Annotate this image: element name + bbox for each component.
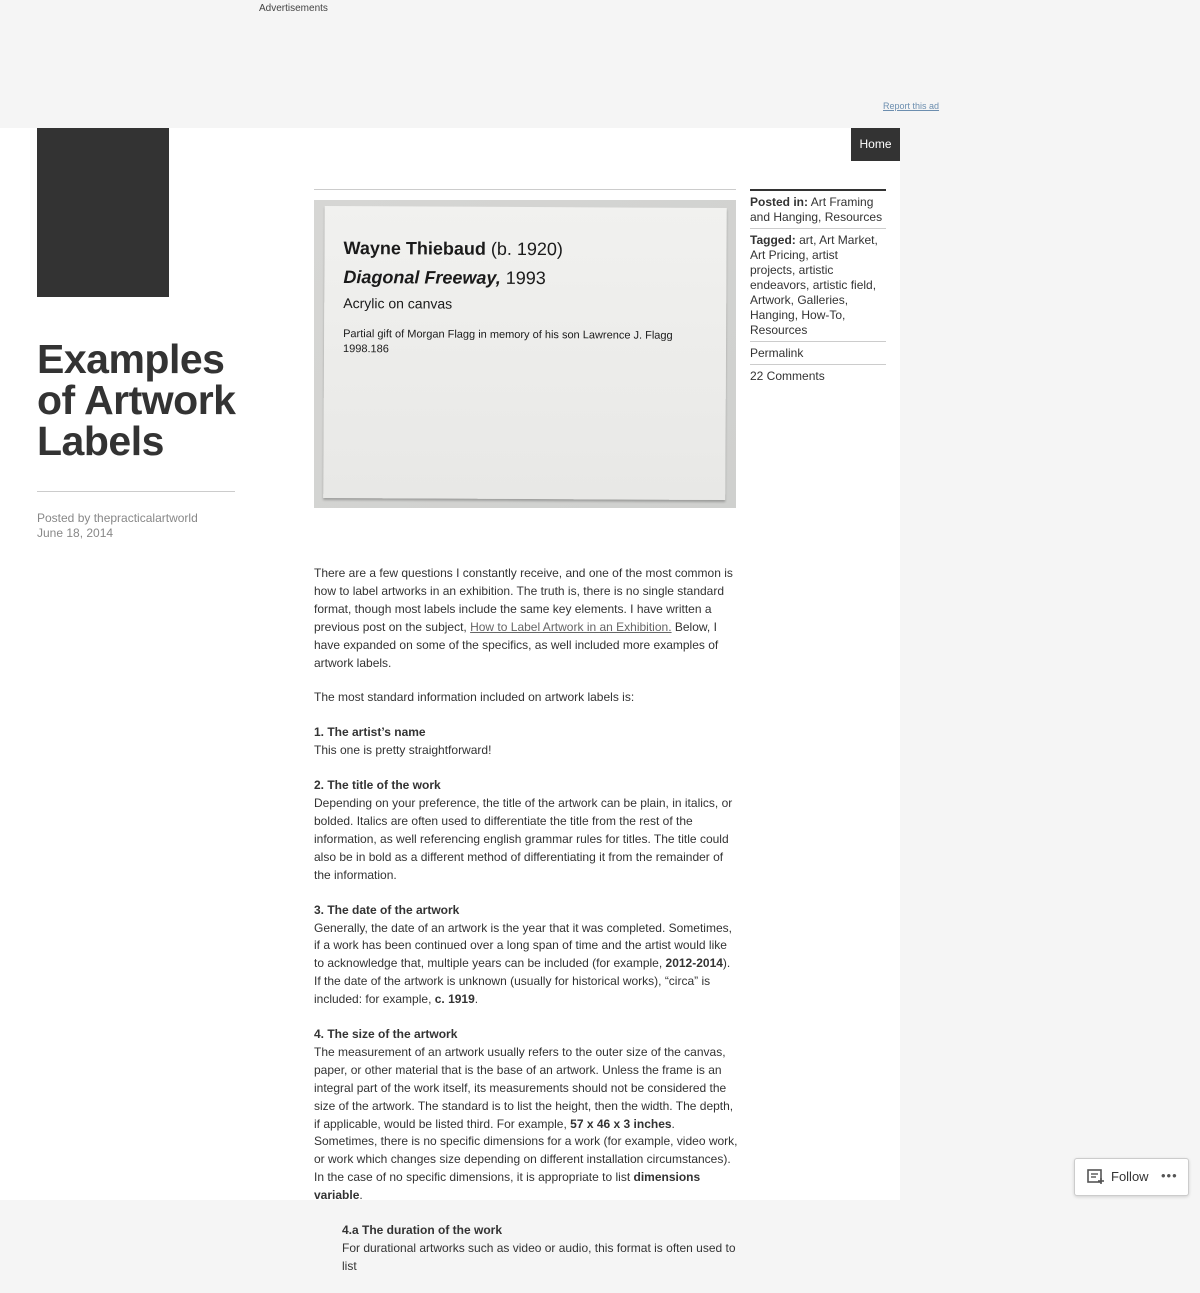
section-4: [314, 1026, 739, 1205]
section-3-bold-b: c. 1919: [434, 992, 475, 1007]
nav-home-link[interactable]: Home: [851, 128, 900, 161]
intro-text-b: Below, I have expanded on some of the specifics, as well included more examples of artwork labels.: [314, 619, 719, 670]
right-gutter: [900, 128, 1200, 1200]
card-artist: [343, 238, 563, 260]
section-4a: [314, 1222, 739, 1276]
title-divider: [37, 491, 235, 492]
artwork-label-card: [323, 206, 727, 500]
section-1-text: This one is pretty straightforward!: [314, 743, 492, 758]
tag-list[interactable]: art, Art Market, Art Pricing, artist projects, artistic endeavors, artistic field, Artwork, Galleries, Hanging, How-To, Resources: [750, 233, 878, 337]
section-1-heading: 1. The artist’s name: [314, 725, 426, 740]
section-1: [314, 724, 739, 760]
section-4-bold-a: 57 x 46 x 3 inches: [570, 1116, 672, 1131]
card-year: 1993: [500, 267, 546, 289]
post-title: Examples of Artwork Labels: [37, 336, 236, 464]
section-4-text-b: . Sometimes, there is no specific dimensions for a work (for example, video work, or work which changes size depending on different installation circumstances). In the case of no specific dimensions, it is appropriate to list: [314, 1116, 738, 1185]
section-2-text: Depending on your preference, the title of the artwork can be plain, in italics, or bolded. Italics are often used to differentiate the title from the rest of the information, as well referencing english grammar rules for titles. The title could also be in bold as a different method of differentiating it from the remainder of the information.: [314, 796, 733, 882]
ad-label: Advertisements: [259, 3, 328, 14]
tagged-label: Tagged:: [750, 233, 796, 247]
section-2: [314, 777, 739, 884]
section-4-text-c: .: [359, 1188, 363, 1203]
hero-image: [314, 200, 736, 508]
card-title-text: Diagonal Freeway,: [343, 267, 501, 288]
posted-by[interactable]: Posted by thepracticalartworld: [37, 511, 198, 525]
section-3-text-c: .: [474, 992, 479, 1007]
section-2-heading: 2. The title of the work: [314, 778, 441, 793]
section-4-text-a: The measurement of an artwork usually refers to the outer size of the canvas, paper, or other material that is the base of an artwork. Unless the frame is an integral part of the work itself, its measurements should not be considered the size of the artwork. The standard is to list the height, then the width. The depth, if applicable, would be listed third. For example,: [314, 1044, 734, 1131]
section-4-bold-b: dimensions variable: [314, 1170, 701, 1203]
section-3-heading: 3. The date of the artwork: [314, 902, 460, 917]
content-divider: [314, 189, 736, 190]
posted-in-categories[interactable]: Art Framing and Hanging, Resources: [750, 195, 883, 224]
section-3-text-b: ). If the date of the artwork is unknown (usually for historical works), “circa” is included: for example,: [314, 956, 731, 1007]
section-3: [314, 902, 739, 1009]
intro-text-a: There are a few questions I constantly receive, and one of the most common is how to label artworks in an exhibition. The truth is, there is no single standard format, though most labels include the same key elements. I have written a previous post on the subject,: [314, 566, 733, 634]
section-3-text-a: Generally, the date of an artwork is the year that it was completed. Sometimes, if a work has been continued over a long span of time and the artist would like to acknowledge that, multiple years can be included (for example,: [314, 920, 732, 971]
card-credit: Partial gift of Morgan Flagg in memory of his son Lawrence J. Flagg 1998.186: [342, 328, 673, 356]
ad-bar: [0, 0, 1200, 128]
report-ad-link[interactable]: Report this ad: [883, 101, 940, 111]
post-date[interactable]: June 18, 2014: [37, 526, 114, 540]
permalink-link[interactable]: Permalink: [750, 342, 886, 365]
posted-in-label: Posted in:: [750, 195, 809, 209]
intro-paragraph: [314, 565, 739, 672]
article-body: [314, 565, 739, 1293]
posted-in: [750, 191, 886, 229]
site-logo-block[interactable]: [37, 128, 169, 297]
post-meta: [37, 511, 198, 541]
card-title: [343, 267, 546, 289]
follow-label: Follow: [1111, 1169, 1149, 1184]
post-sidebar: [750, 189, 886, 387]
more-options-icon[interactable]: •••: [1161, 1168, 1178, 1183]
section-4a-text: For durational artworks such as video or audio, this format is often used to list: [342, 1241, 736, 1273]
card-artist-dates: (b. 1920): [485, 238, 564, 260]
card-artist-name: Wayne Thiebaud: [343, 238, 486, 259]
tags: [750, 229, 886, 342]
section-4a-heading: 4.a The duration of the work: [342, 1223, 503, 1238]
follow-button[interactable]: [1074, 1158, 1189, 1196]
section-3-bold-a: 2012-2014: [665, 956, 723, 971]
comments-link[interactable]: 22 Comments: [750, 369, 825, 383]
previous-post-link[interactable]: How to Label Artwork in an Exhibition.: [470, 619, 672, 634]
card-medium: Acrylic on canvas: [343, 295, 453, 312]
follow-icon: [1087, 1169, 1105, 1185]
section-4-heading: 4. The size of the artwork: [314, 1027, 458, 1042]
page-content: [0, 128, 900, 1273]
standard-paragraph: The most standard information included on artwork labels is:: [314, 690, 635, 705]
